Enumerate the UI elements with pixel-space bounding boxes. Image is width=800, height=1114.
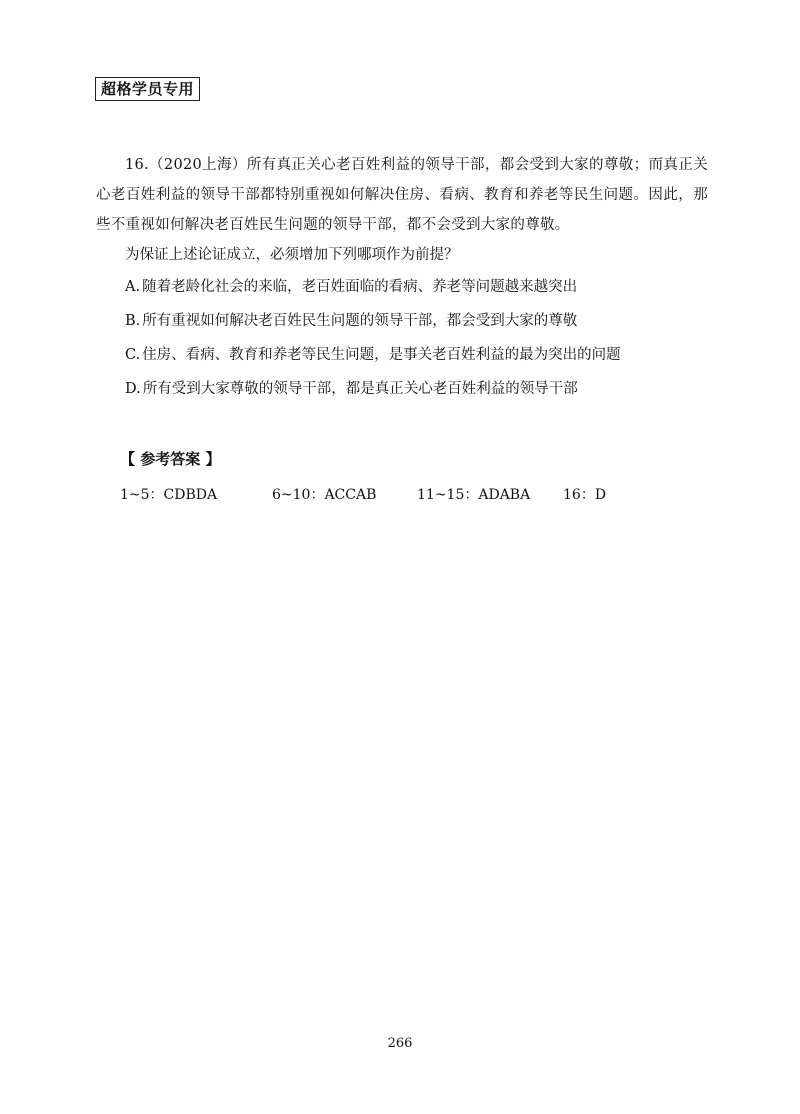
answer-group: 11~15：ADABA: [417, 487, 531, 503]
option-text: 随着老龄化社会的来临，老百姓面临的看病、养老等问题越来越突出: [142, 279, 578, 295]
option-text: 住房、看病、教育和养老等民生问题，是事关老百姓利益的最为突出的问题: [142, 347, 621, 363]
answer-group: 1~5：CDBDA: [120, 487, 218, 503]
question-prompt: 为保证上述论证成立，必须增加下列哪项作为前提？: [125, 247, 459, 263]
option-letter: C.: [125, 347, 141, 363]
option-text: 所有重视如何解决老百姓民生问题的领导干部，都会受到大家的尊敬: [142, 313, 578, 329]
student-only-badge: 超格学员专用: [95, 77, 200, 101]
answer-group: 16：D: [563, 487, 607, 503]
option-a: [96, 270, 708, 304]
question-block: [96, 150, 708, 406]
page-number: 266: [387, 1036, 413, 1051]
option-b: [96, 304, 708, 338]
option-letter: A.: [125, 279, 141, 295]
option-d: [96, 372, 708, 406]
answer-group: 6~10：ACCAB: [272, 487, 377, 503]
option-letter: D.: [125, 381, 141, 397]
option-letter: B.: [125, 313, 141, 329]
answer-key-row: [120, 485, 606, 505]
answer-key: [120, 447, 606, 505]
option-text: 所有受到大家尊敬的领导干部，都是真正关心老百姓利益的领导干部: [142, 381, 578, 397]
option-c: [96, 338, 708, 372]
answer-key-title: 【 参考答案 】: [120, 450, 221, 468]
question-stem: 16.（2020上海）所有真正关心老百姓利益的领导干部，都会受到大家的尊敬；而真正关心老百姓利益的领导干部都特别重视如何解决住房、看病、教育和养老等民生问题。因此，那些不重视如何解决老百姓民生问题的领导干部，都不会受到大家的尊敬。: [96, 157, 708, 233]
